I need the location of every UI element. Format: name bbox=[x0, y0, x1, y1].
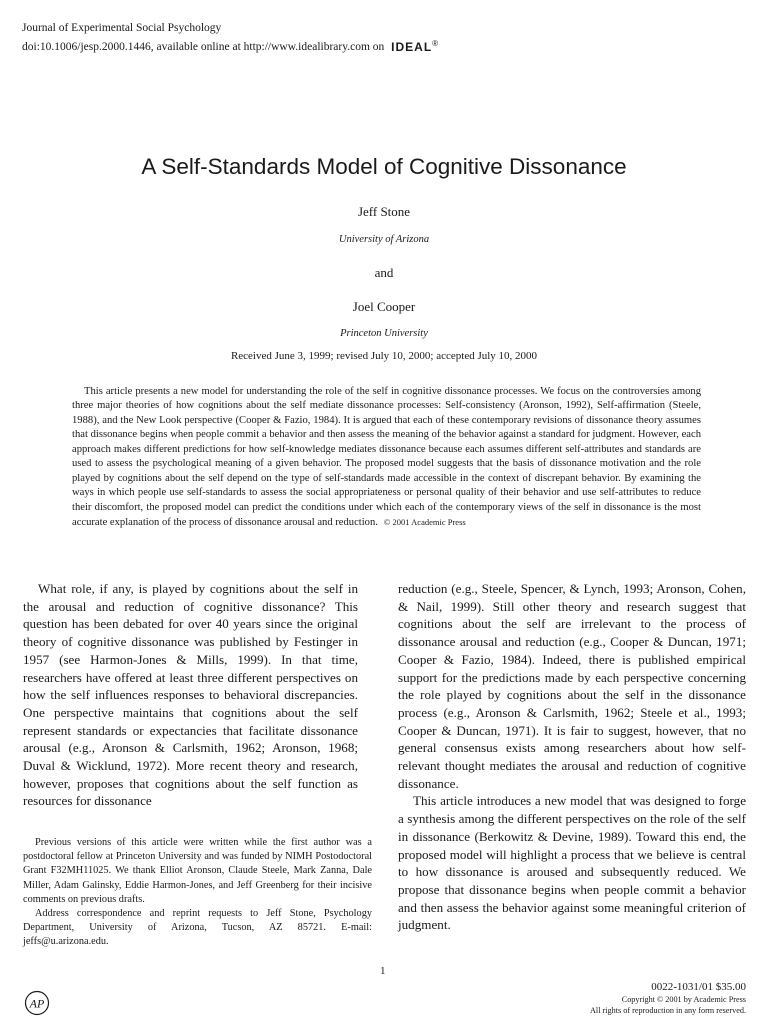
publisher-logo-text: AP bbox=[29, 996, 45, 1011]
doi-text: doi:10.1006/jesp.2000.1446, available online at http://www.idealibrary.com on bbox=[22, 41, 385, 53]
abstract-copyright: © 2001 Academic Press bbox=[383, 517, 466, 528]
journal-header bbox=[22, 20, 439, 55]
abstract bbox=[72, 385, 701, 531]
author-name: Jeff Stone bbox=[357, 204, 411, 219]
footnote-correspondence: Address correspondence and reprint requests to Jeff Stone, Psychology Department, University of Arizona, Tucson, AZ 85721. E-mail: jeffs@u.arizona.edu. bbox=[23, 908, 372, 948]
doi-line bbox=[22, 36, 439, 55]
footnote-acknowledgment: Previous versions of this article were written while the first author was a postdoctoral fellow at Princeton University and was funded by NIMH Postodoctoral Grant F32MH11025. We thank Elliot Aronson, Claude Steele, Mark Zanna, Dale Miller, Adam Galinsky, Eddie Harmon-Jones, and Jeff Greenberg for their incisive comments on previous drafts. bbox=[23, 837, 372, 905]
journal-price: 0022-1031/01 $35.00 bbox=[651, 981, 746, 993]
received-dates: Received June 3, 1999; revised July 10, 2000; accepted July 10, 2000 bbox=[230, 350, 538, 362]
publisher-logo-icon bbox=[24, 990, 50, 1016]
body-paragraph: reduction (e.g., Steele, Spencer, & Lynch, 1993; Aronson, Cohen, & Nail, 1999). Still other theory and research suggest that cognitions about the self are irrelevant to the process of dissonance arousal and reduction (e.g., Cooper & Duncan, 1971; Cooper & Fazio, 1984). Indeed, there is published empirical support for the predictions made by each perspective concerning the role played by cognitions about the self in the dissonance process (e.g., Aronson & Carlsmith, 1962; Steele et al., 1993; Cooper & Duncan, 1971). It is fair to suggest, however, that no general consensus exists among researchers about how self-relevant thought mediates the arousal and reduction of cognitive dissonance. bbox=[398, 581, 746, 791]
body-column-right bbox=[398, 580, 746, 934]
article-title: A Self-Standards Model of Cognitive Dissonance bbox=[141, 154, 627, 179]
author-affiliation: Princeton University bbox=[340, 328, 428, 339]
body-paragraph: This article introduces a new model that was designed to forge a synthesis among the different perspectives on the role of the self in dissonance (Berkowitz & Devine, 1989). Toward this end, the proposed model will highlight a process that we believe is central to how dissonance is aroused and subsequently reduced. We propose that dissonance begins when people commit a behavior and then assess the behavior against some meaningful criterion of judgment. bbox=[398, 793, 746, 933]
body-column-left bbox=[23, 580, 358, 810]
author-conjunction: and bbox=[374, 265, 394, 280]
rights-notice: All rights of reproduction in any form reserved. bbox=[590, 1006, 746, 1015]
publication-info bbox=[590, 980, 746, 1016]
body-paragraph: What role, if any, is played by cognitions about the self in the arousal and reduction of cognitive dissonance? This question has been debated for over 40 years since the original theory of cognitive dissonance was published by Festinger in 1957 (see Harmon-Jones & Mills, 1999). In that time, researchers have offered at least three different perspectives on how the self influences responses to behavioral discrepancies. One perspective maintains that cognitions about the self represent standards or expectancies that facilitate dissonance arousal (e.g., Aronson & Carlsmith, 1962; Aronson, 1968; Duval & Wicklund, 1972). More recent theory and research, however, proposes that cognitions about the self function as resources for dissonance bbox=[23, 581, 358, 809]
ideal-logo-text: IDEAL bbox=[391, 40, 433, 54]
page-number: 1 bbox=[380, 965, 386, 977]
author-name: Joel Cooper bbox=[352, 299, 416, 314]
journal-name: Journal of Experimental Social Psychology bbox=[22, 22, 222, 34]
author-affiliation: University of Arizona bbox=[338, 234, 430, 245]
abstract-text: This article presents a new model for understanding the role of the self in cognitive dissonance processes. We focus on the controversies among three major theories of how cognitions about the self mediate dissonance processes: Self-consistency (Aronson, 1992), Self-affirmation (Steele, 1988), and the New Look perspective (Cooper & Fazio, 1984). It is argued that each of these contemporary revisions of dissonance theory assumes that dissonance begins when people commit a behavior and then assess the meaning of the behavior against a standard for judgment. However, each approach makes different predictions for how self-knowledge mediates dissonance because each assumes different self-attributes and standards are used to assess the psychological meaning of a given behavior. The proposed model suggests that the basis of dissonance motivation and the role played by cognitions about the self depend on the type of self-standards made accessible in the context of discrepant behavior. By examining the ways in which people use self-standards to assess the social appropriateness or personal quality of their behavior and use self-attributes to reduce their discomfort, the proposed model can predict the conditions under which each of the contemporary views of the self in dissonance is the most accurate explanation of the process of dissonance arousal and reduction. bbox=[72, 386, 701, 529]
registered-mark: ® bbox=[432, 39, 440, 48]
copyright-notice: Copyright © 2001 by Academic Press bbox=[621, 995, 746, 1004]
ideal-logo bbox=[391, 36, 439, 55]
footnotes bbox=[23, 836, 372, 950]
